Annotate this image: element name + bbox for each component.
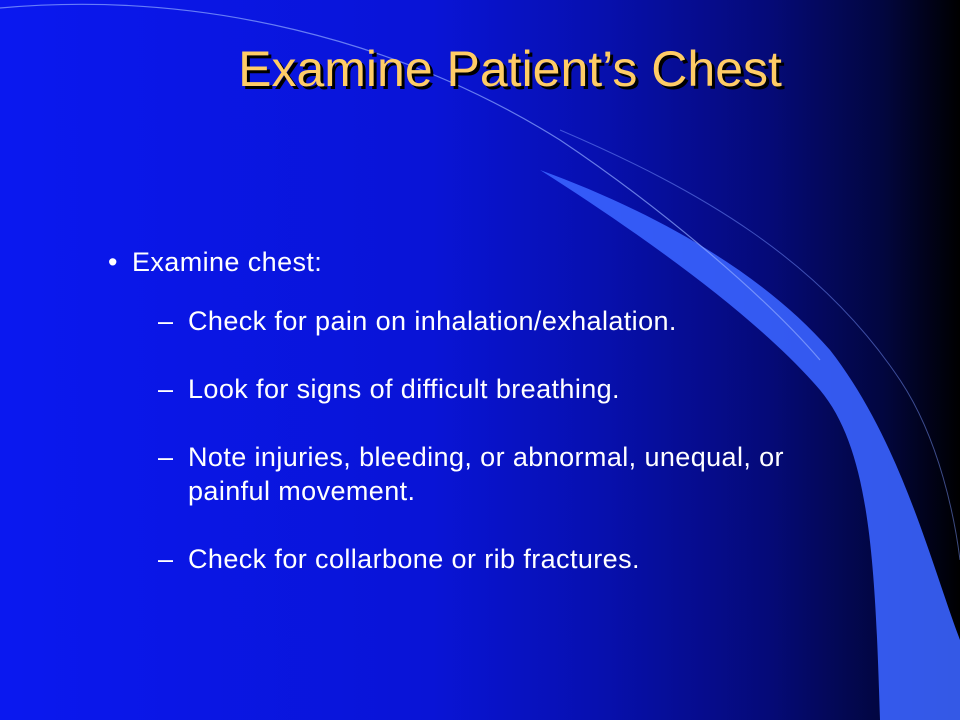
- sub-item-2: [158, 372, 868, 406]
- dash-marker: –: [158, 306, 174, 336]
- sub-item-1: [158, 304, 868, 338]
- sub-item-3: [158, 440, 868, 508]
- sub-item-text: Check for pain on inhalation/exhalation.: [188, 306, 677, 336]
- bullet-marker: •: [108, 247, 118, 277]
- sub-item-text: Check for collarbone or rib fractures.: [188, 544, 640, 574]
- dash-marker: –: [158, 374, 174, 404]
- sub-item-text: Note injuries, bleeding, or abnormal, unequal, or painful movement.: [188, 442, 784, 506]
- bullet-item: [108, 242, 868, 282]
- dash-marker: –: [158, 442, 174, 472]
- sub-item-text: Look for signs of difficult breathing.: [188, 374, 620, 404]
- slide-title: Examine Patient’s Chest: [238, 41, 782, 97]
- sub-item-4: [158, 542, 868, 576]
- bullet-text: Examine chest:: [132, 247, 323, 277]
- slide-content: [108, 242, 868, 610]
- dash-marker: –: [158, 544, 174, 574]
